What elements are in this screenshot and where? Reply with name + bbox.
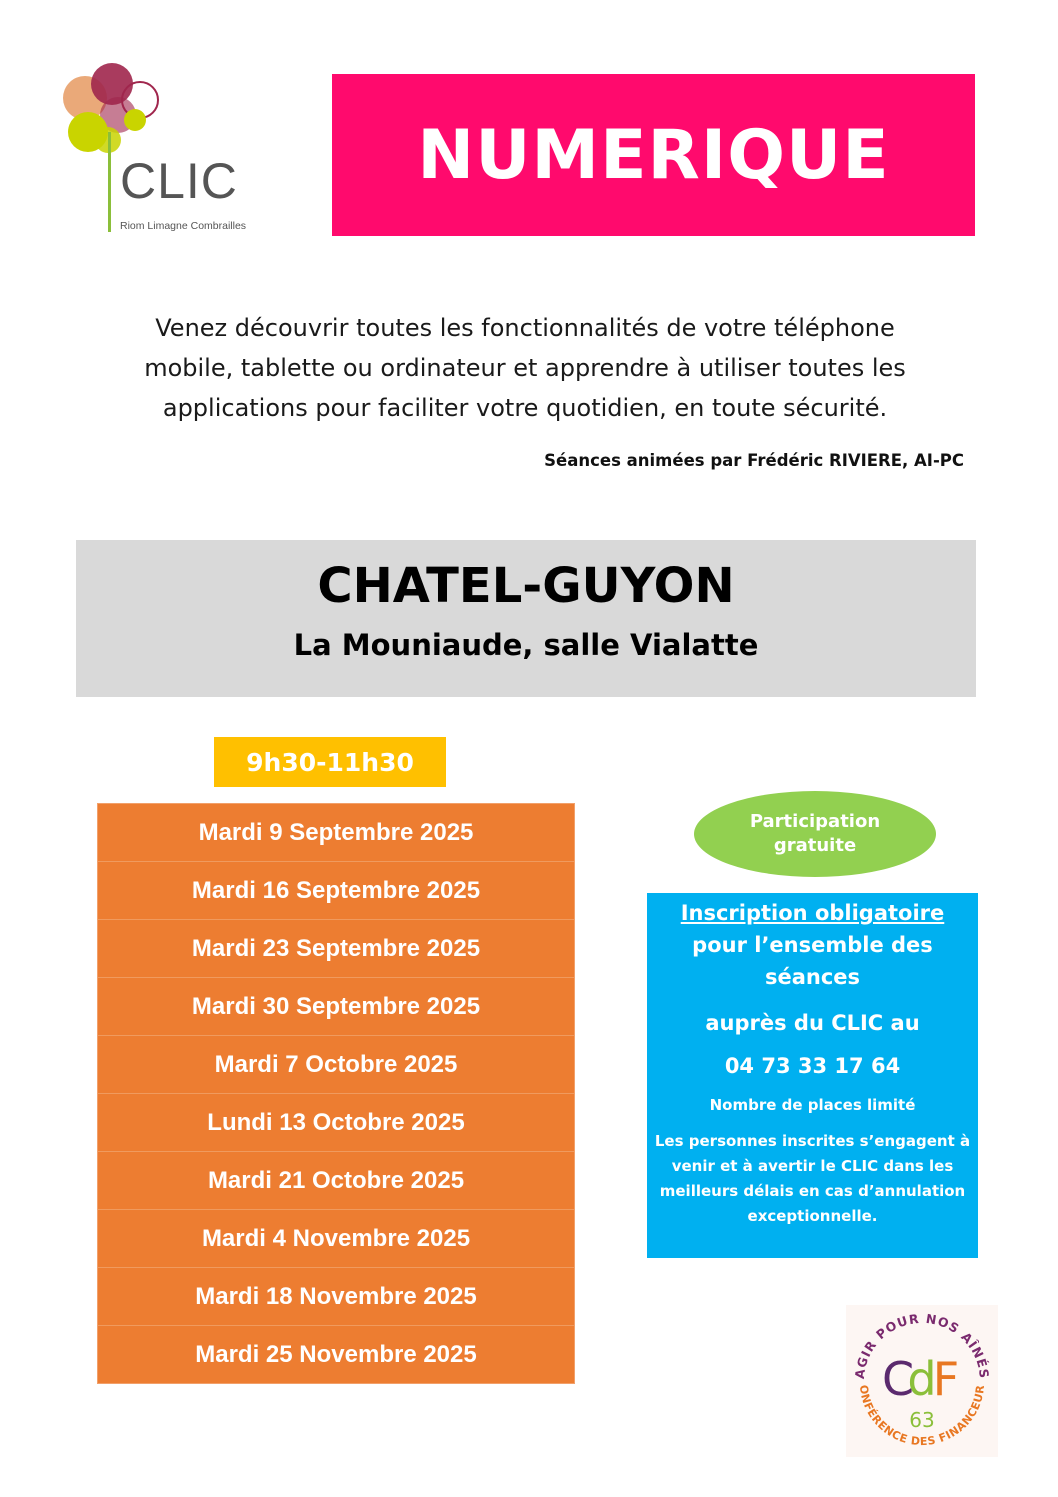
intro-line: mobile, tablette ou ordinateur et apprendre à utiliser toutes les <box>144 354 906 382</box>
clic-tree-icon <box>60 60 170 240</box>
logo-name: CLIC <box>120 153 238 209</box>
time-text: 9h30-11h30 <box>246 747 414 777</box>
date-row: Mardi 7 Octobre 2025 <box>98 1036 574 1094</box>
intro-line: applications pour faciliter votre quotidien, en toute sécurité. <box>162 394 888 422</box>
date-row: Mardi 25 Novembre 2025 <box>195 1340 477 1368</box>
date-row: Mardi 18 Novembre 2025 <box>98 1268 574 1326</box>
date-row: Lundi 13 Octobre 2025 <box>98 1094 574 1152</box>
clic-logo <box>60 60 260 240</box>
time-badge <box>214 737 446 787</box>
intro-line: Venez découvrir toutes les fonctionnalités de votre téléphone <box>155 314 895 342</box>
participation-badge <box>694 791 936 877</box>
inscription-phone: 04 73 33 17 64 <box>724 1054 901 1078</box>
date-row: Mardi 16 Septembre 2025 <box>98 862 574 920</box>
cdf-number: 63 <box>909 1408 935 1432</box>
location-box <box>76 540 976 697</box>
logo-subtitle: Riom Limagne Combrailles <box>120 220 247 232</box>
inscription-line: auprès du CLIC au <box>705 1011 920 1035</box>
cdf-seal-icon <box>846 1305 998 1457</box>
participation-line: gratuite <box>773 835 857 856</box>
inscription-line: pour l’ensemble des <box>692 933 933 957</box>
date-row: Mardi 21 Octobre 2025 <box>98 1152 574 1210</box>
inscription-limit: Nombre de places limité <box>709 1096 916 1114</box>
date-row: Mardi 30 Septembre 2025 <box>98 978 574 1036</box>
cdf-letter-c: C <box>881 1352 915 1406</box>
cdf-letter-f: F <box>932 1352 960 1406</box>
inscription-title: Inscription obligatoire <box>680 901 945 925</box>
location-place: La Mouniaude, salle Vialatte <box>293 628 759 662</box>
credit-line: Séances animées par Frédéric RIVIERE, AI-PC <box>544 451 964 470</box>
title-banner <box>332 74 975 236</box>
inscription-line: séances <box>764 965 861 989</box>
dates-table <box>97 803 575 1384</box>
cdf-top-text: AGIR POUR NOS AÎNÉS <box>851 1310 993 1380</box>
cdf-logo <box>846 1305 998 1457</box>
cdf-letter-d: d <box>907 1352 937 1406</box>
date-row: Mardi 23 Septembre 2025 <box>98 920 574 978</box>
inscription-note: Les personnes inscrites s’engagent à venir et à avertir le CLIC dans les meilleurs délais en cas d’annulation exceptionnelle. <box>654 1132 971 1225</box>
page-title: NUMERIQUE <box>417 115 890 195</box>
date-row: Mardi 4 Novembre 2025 <box>98 1210 574 1268</box>
inscription-box <box>647 893 978 1258</box>
date-row: Mardi 9 Septembre 2025 <box>98 804 574 862</box>
intro-text <box>90 308 960 428</box>
cdf-bottom-text: ONFÉRENCE DES FINANCEUR <box>856 1384 988 1449</box>
location-city: CHATEL-GUYON <box>317 558 735 614</box>
participation-line: Participation <box>749 811 881 832</box>
